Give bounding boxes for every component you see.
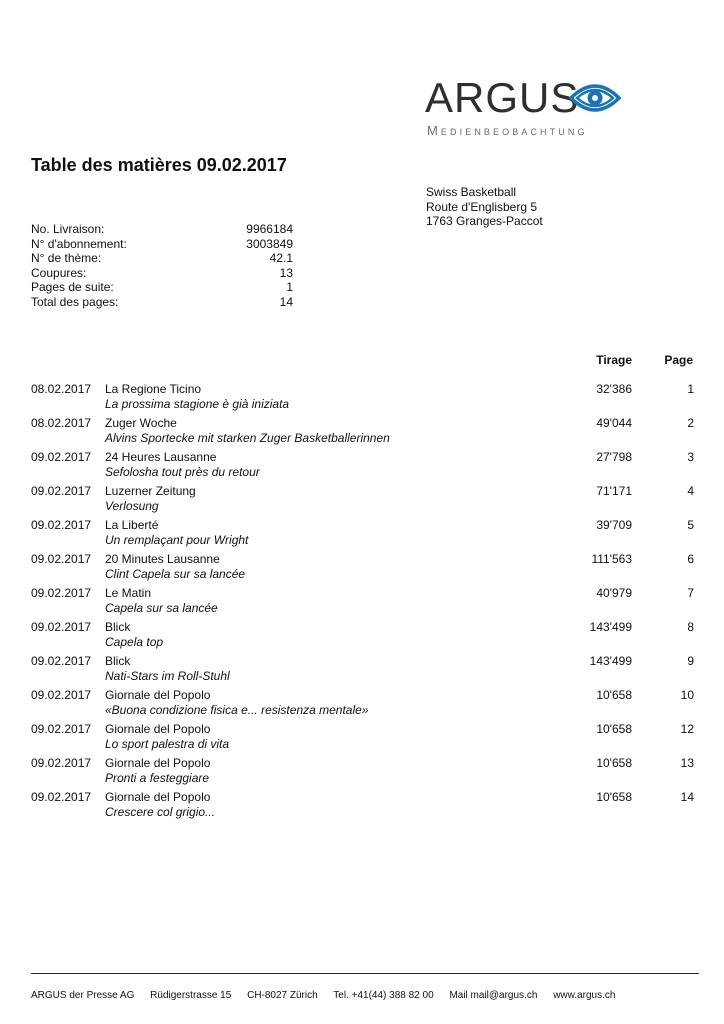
- footer: [31, 990, 628, 1001]
- toc-entry[interactable]: [31, 756, 694, 790]
- entry-tirage: 32'386: [596, 382, 632, 396]
- entry-tirage: 71'171: [596, 484, 632, 498]
- entry-article-title: Lo sport palestra di vita: [105, 737, 230, 751]
- entry-publication: Blick: [105, 654, 131, 668]
- meta-value: 42.1: [269, 251, 293, 265]
- meta-label: No. Livraison:: [31, 222, 105, 236]
- logo-subtitle: Medienbeobachtung: [427, 123, 588, 138]
- footer-email[interactable]: Mail mail@argus.ch: [449, 990, 538, 1001]
- entry-publication: Giornale del Popolo: [105, 722, 211, 736]
- meta-row: [31, 237, 293, 252]
- entry-page: 12: [680, 722, 694, 736]
- meta-row: [31, 222, 293, 237]
- logo-wordmark: ARGUS: [425, 74, 580, 121]
- address-line: 1763 Granges-Paccot: [426, 214, 543, 228]
- entry-article-title: Pronti a festeggiare: [105, 771, 210, 785]
- entry-date: 09.02.2017: [31, 654, 92, 668]
- toc-entry[interactable]: [31, 552, 694, 586]
- entry-date: 09.02.2017: [31, 586, 92, 600]
- entry-publication: Giornale del Popolo: [105, 756, 211, 770]
- entry-publication: Le Matin: [105, 586, 152, 600]
- meta-value: 3003849: [246, 236, 293, 251]
- entry-date: 09.02.2017: [31, 450, 92, 464]
- entry-publication: 24 Heures Lausanne: [105, 450, 217, 464]
- entry-page: 1: [687, 382, 694, 396]
- entry-date: 09.02.2017: [31, 688, 92, 702]
- entry-tirage: 10'658: [596, 688, 632, 702]
- entry-tirage: 39'709: [596, 518, 632, 532]
- entry-date: 09.02.2017: [31, 518, 92, 532]
- entry-page: 7: [687, 586, 694, 600]
- entry-page: 6: [687, 552, 694, 566]
- meta-row: [31, 280, 293, 295]
- entry-article-title: Verlosung: [105, 499, 159, 513]
- toc-entry[interactable]: [31, 484, 694, 518]
- toc-entry[interactable]: [31, 450, 694, 484]
- entry-page: 4: [687, 484, 694, 498]
- entry-date: 08.02.2017: [31, 382, 92, 396]
- toc-entry[interactable]: [31, 416, 694, 450]
- entry-tirage: 10'658: [596, 722, 632, 736]
- footer-street: Rüdigerstrasse 15: [150, 990, 232, 1001]
- entry-publication: La Liberté: [105, 518, 159, 532]
- entry-publication: 20 Minutes Lausanne: [105, 552, 220, 566]
- meta-row: [31, 295, 293, 310]
- entry-article-title: Clint Capela sur sa lancée: [105, 567, 246, 581]
- entry-article-title: Capela top: [105, 635, 164, 649]
- toc-entry[interactable]: [31, 688, 694, 722]
- entry-page: 9: [687, 654, 694, 668]
- entry-publication: Zuger Woche: [105, 416, 177, 430]
- column-header-page: Page: [664, 353, 693, 367]
- toc-entry[interactable]: [31, 382, 694, 416]
- footer-company: ARGUS der Presse AG: [31, 990, 135, 1001]
- recipient-address: [426, 185, 543, 229]
- entry-page: 5: [687, 518, 694, 532]
- footer-city: CH-8027 Zürich: [247, 990, 318, 1001]
- page-title: Table des matières 09.02.2017: [31, 155, 287, 175]
- meta-row: [31, 266, 293, 281]
- meta-label: N° d'abonnement:: [31, 236, 127, 251]
- entry-publication: Luzerner Zeitung: [105, 484, 196, 498]
- meta-value: 9966184: [246, 222, 293, 236]
- entry-page: 8: [687, 620, 694, 634]
- entry-date: 09.02.2017: [31, 790, 92, 804]
- eye-logo-icon: [569, 80, 621, 116]
- address-line: Route d'Englisberg 5: [426, 199, 538, 214]
- entry-date: 09.02.2017: [31, 552, 92, 566]
- address-line: Swiss Basketball: [426, 185, 517, 199]
- entry-article-title: La prossima stagione è già iniziata: [105, 397, 290, 411]
- toc-entry[interactable]: [31, 722, 694, 756]
- toc-entry[interactable]: [31, 654, 694, 688]
- entry-tirage: 10'658: [596, 756, 632, 770]
- toc-entry[interactable]: [31, 790, 694, 824]
- table-of-contents: [31, 382, 694, 824]
- entry-publication: La Regione Ticino: [105, 382, 202, 396]
- entry-tirage: 27'798: [596, 450, 632, 464]
- meta-label: Pages de suite:: [31, 280, 114, 294]
- toc-entry[interactable]: [31, 620, 694, 654]
- entry-article-title: Capela sur sa lancée: [105, 601, 218, 615]
- entry-tirage: 40'979: [596, 586, 632, 600]
- entry-date: 09.02.2017: [31, 620, 92, 634]
- entry-date: 09.02.2017: [31, 722, 92, 736]
- entry-tirage: 143'499: [589, 654, 632, 668]
- toc-entry[interactable]: [31, 586, 694, 620]
- entry-article-title: Nati-Stars im Roll-Stuhl: [105, 669, 230, 683]
- argus-logo: [425, 76, 625, 138]
- entry-date: 09.02.2017: [31, 484, 92, 498]
- entry-page: 13: [680, 756, 694, 770]
- meta-row: [31, 251, 293, 266]
- meta-value: 14: [279, 294, 293, 309]
- entry-publication: Giornale del Popolo: [105, 790, 211, 804]
- entry-tirage: 49'044: [596, 416, 632, 430]
- delivery-info: [31, 222, 293, 309]
- entry-tirage: 111'563: [591, 552, 632, 566]
- entry-article-title: Alvins Sportecke mit starken Zuger Basketballerinnen: [105, 431, 390, 445]
- toc-entry[interactable]: [31, 518, 694, 552]
- meta-label: Coupures:: [31, 265, 87, 280]
- entry-page: 10: [680, 688, 694, 702]
- entry-article-title: «Buona condizione fisica e... resistenza mentale»: [105, 703, 369, 717]
- entry-article-title: Un remplaçant pour Wright: [105, 533, 249, 547]
- meta-value: 1: [286, 280, 293, 294]
- entry-date: 08.02.2017: [31, 416, 92, 430]
- meta-label: N° de thème:: [31, 251, 102, 265]
- footer-website[interactable]: www.argus.ch: [553, 990, 616, 1001]
- entry-article-title: Crescere col grigio...: [105, 805, 216, 819]
- entry-article-title: Sefolosha tout près du retour: [105, 465, 260, 479]
- entry-publication: Blick: [105, 620, 131, 634]
- entry-publication: Giornale del Popolo: [105, 688, 211, 702]
- entry-page: 14: [680, 790, 694, 804]
- entry-tirage: 143'499: [589, 620, 632, 634]
- footer-phone: Tel. +41(44) 388 82 00: [333, 990, 434, 1001]
- entry-date: 09.02.2017: [31, 756, 92, 770]
- meta-label: Total des pages:: [31, 294, 119, 309]
- entry-tirage: 10'658: [596, 790, 632, 804]
- footer-divider: [31, 973, 699, 974]
- entry-page: 3: [687, 450, 694, 464]
- entry-page: 2: [687, 416, 694, 430]
- column-header-tirage: Tirage: [596, 353, 632, 367]
- meta-value: 13: [279, 265, 293, 280]
